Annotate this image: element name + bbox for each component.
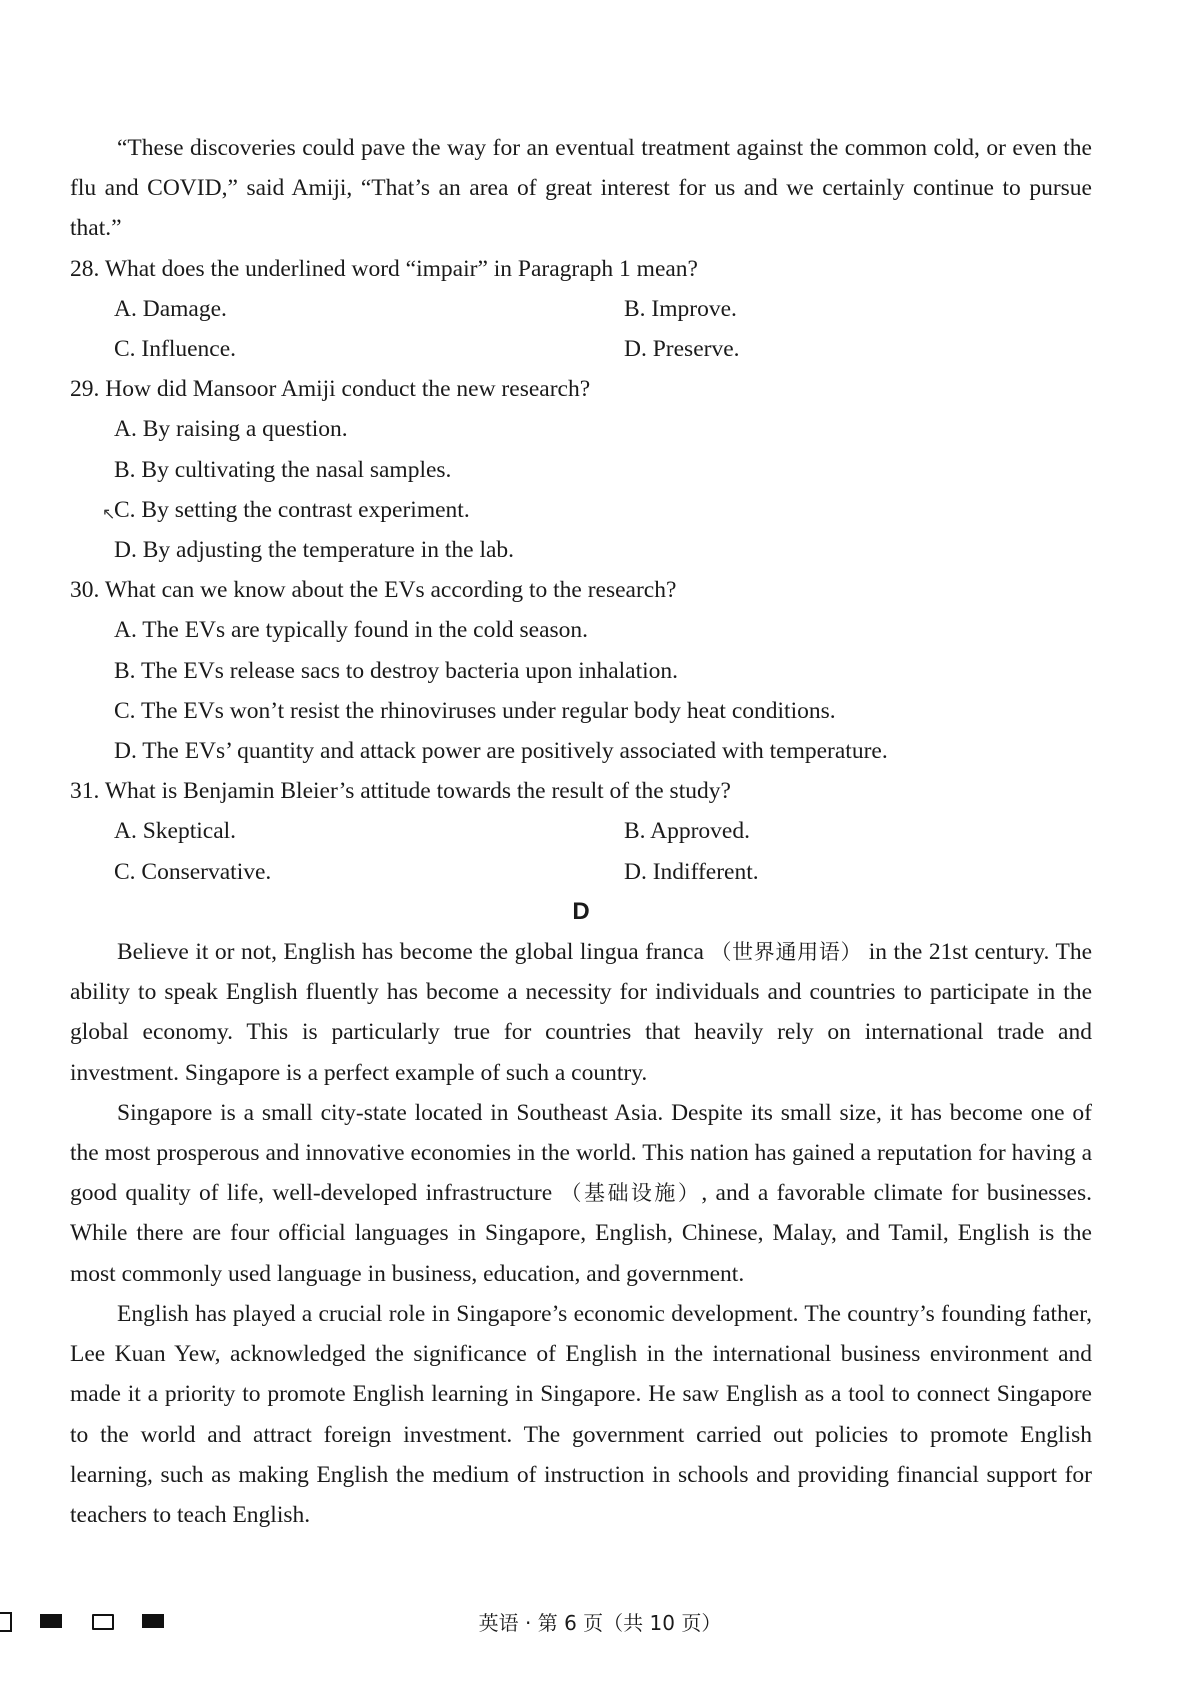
intro-paragraph: “These discoveries could pave the way for an eventual treatment against the common cold, or even the flu and COVID,” said Amiji, “That’s an area of great interest for us and we certainly continue to pursue that.” bbox=[70, 135, 1092, 242]
option-d: D. Preserve. bbox=[624, 336, 740, 363]
section-heading: D bbox=[572, 897, 590, 925]
question-29 bbox=[70, 369, 1092, 570]
section-d-paragraph-3 bbox=[70, 1294, 1092, 1535]
option-c: C. The EVs won’t resist the rhinoviruses under regular body heat conditions. bbox=[114, 697, 836, 724]
option-text: C. By setting the contrast experiment. bbox=[114, 496, 470, 523]
page-number: 英语 · 第 6 页（共 10 页） bbox=[478, 1611, 722, 1635]
chinese-gloss: （基础设施） bbox=[560, 1181, 702, 1206]
option-b: B. Approved. bbox=[624, 818, 750, 845]
options-list bbox=[70, 811, 1092, 891]
option-b: B. By cultivating the nasal samples. bbox=[114, 456, 452, 483]
options-list bbox=[70, 610, 1092, 771]
option-a: A. By raising a question. bbox=[114, 416, 348, 443]
paragraph-text: English has played a crucial role in Singapore’s economic development. The country’s founding father, Lee Kuan Yew, acknowledged the significance of English in the international business environment and made it a priority to promote English learning in Singapore. He saw English as a tool to connect Singapore to the world and attract foreign investment. The government carried out policies to promote English learning, such as making English the medium of instruction in schools and providing financial support for teachers to teach English. bbox=[70, 1300, 1092, 1528]
chinese-gloss: （世界通用语） bbox=[710, 940, 863, 965]
question-stem: 31. What is Benjamin Bleier’s attitude towards the result of the study? bbox=[70, 778, 731, 805]
section-d-paragraph-2 bbox=[70, 1093, 1092, 1294]
options-list bbox=[70, 409, 1092, 570]
question-stem: 28. What does the underlined word “impair” in Paragraph 1 mean? bbox=[70, 255, 698, 282]
option-c: C. Influence. bbox=[114, 336, 237, 363]
option-c: C. Conservative. bbox=[114, 858, 272, 885]
section-d-paragraph-1 bbox=[70, 932, 1092, 1093]
question-30 bbox=[70, 570, 1092, 771]
question-stem: 29. How did Mansoor Amiji conduct the new research? bbox=[70, 376, 591, 403]
pencil-mark-icon: ↖ bbox=[102, 503, 116, 523]
option-d: D. By adjusting the temperature in the lab. bbox=[114, 537, 515, 564]
option-d: D. Indifferent. bbox=[624, 858, 759, 885]
question-stem: 30. What can we know about the EVs according to the research? bbox=[70, 577, 677, 604]
options-list bbox=[70, 289, 1092, 369]
option-a: A. Skeptical. bbox=[114, 818, 237, 845]
option-c bbox=[102, 490, 1092, 530]
paragraph-text: Believe it or not, English has become the global lingua franca bbox=[117, 939, 704, 966]
page-content bbox=[70, 128, 1092, 1535]
question-31 bbox=[70, 771, 1092, 892]
option-a: A. Damage. bbox=[114, 295, 227, 322]
paragraph-text: Singapore is a small city-state located in Southeast Asia. Despite its small size, it has become one of the most prosperous and innovative economies in the world. This nation has gained a reputation for having a good quality of life, well-developed infrastructure bbox=[70, 1099, 1092, 1207]
paragraph-text: , and a favorable climate for businesses. While there are four official languages in Singapore, English, Chinese, Malay, and Tamil, English is the most commonly used language in business, education, and government. bbox=[70, 1180, 1093, 1287]
paragraph-text: in the 21st century. The ability to speak English fluently has become a necessity for individuals and countries to participate in the global economy. This is particularly true for countries that heavily rely on international trade and investment. Singapore is a perfect example of such a country. bbox=[70, 939, 1093, 1086]
page-footer bbox=[0, 1605, 1200, 1639]
option-b: B. Improve. bbox=[624, 295, 737, 322]
question-28 bbox=[70, 249, 1092, 370]
option-b: B. The EVs release sacs to destroy bacteria upon inhalation. bbox=[114, 657, 679, 684]
option-a: A. The EVs are typically found in the cold season. bbox=[114, 617, 589, 644]
option-d: D. The EVs’ quantity and attack power are positively associated with temperature. bbox=[114, 738, 888, 765]
